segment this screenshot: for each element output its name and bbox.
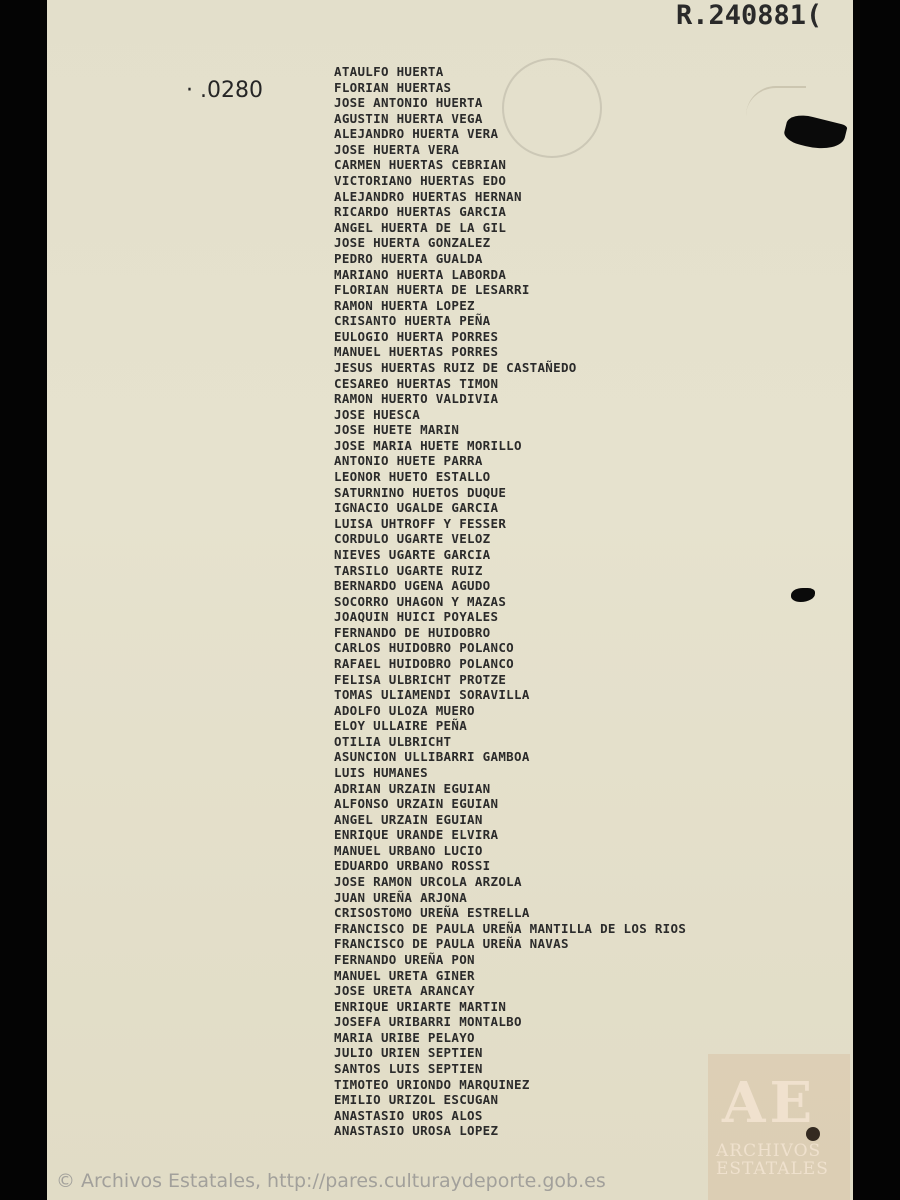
watermark-caption: ARCHIVOS ESTATALES — [716, 1141, 829, 1179]
archive-watermark-logo — [708, 1054, 850, 1200]
name-entry: IGNACIO UGALDE GARCIA — [334, 500, 499, 516]
name-entry: ALFONSO URZAIN EGUIAN — [334, 796, 499, 812]
name-entry: CRISANTO HUERTA PEÑA — [334, 313, 491, 329]
name-entry: FERNANDO UREÑA PON — [334, 951, 475, 967]
name-entry: CESAREO HUERTAS TIMON — [334, 375, 499, 391]
name-entry: LUIS HUMANES — [334, 765, 428, 781]
name-entry: JOSEFA URIBARRI MONTALBO — [334, 1014, 522, 1030]
name-entry: JUAN UREÑA ARJONA — [334, 889, 468, 905]
name-entry: TARSILO UGARTE RUIZ — [334, 562, 483, 578]
name-entry: SATURNINO HUETOS DUQUE — [334, 484, 507, 500]
name-entry: ANASTASIO UROSA LOPEZ — [334, 1123, 499, 1139]
name-entry: CARMEN HUERTAS CEBRIAN — [334, 157, 507, 173]
name-entry: LUISA UHTROFF Y FESSER — [334, 515, 507, 531]
name-entry: ATAULFO HUERTA — [334, 64, 444, 79]
name-entry: PEDRO HUERTA GUALDA — [334, 250, 483, 266]
name-entry: FELISA ULBRICHT PROTZE — [334, 671, 507, 687]
name-entry: MANUEL URETA GINER — [334, 967, 475, 983]
name-entry: ADRIAN URZAIN EGUIAN — [334, 780, 491, 796]
name-entry: JOSE URETA ARANCAY — [334, 983, 475, 999]
name-entry: ADOLFO ULOZA MUERO — [334, 702, 475, 718]
name-entry: FLORIAN HUERTAS — [334, 79, 452, 95]
name-entry: JOSE HUESCA — [334, 406, 421, 422]
name-entry: SOCORRO UHAGON Y MAZAS — [334, 593, 507, 609]
name-entry: RAMON HUERTO VALDIVIA — [334, 391, 499, 407]
name-entry: CARLOS HUIDOBRO POLANCO — [334, 640, 514, 656]
name-entry: ASUNCION ULLIBARRI GAMBOA — [334, 749, 530, 765]
name-entry: JOSE RAMON URCOLA ARZOLA — [334, 874, 522, 890]
name-entry: OTILIA ULBRICHT — [334, 733, 452, 749]
reference-number: R.240881( — [676, 0, 823, 31]
name-entry: JOSE MARIA HUETE MORILLO — [334, 437, 522, 453]
name-entry: RICARDO HUERTAS GARCIA — [334, 204, 507, 220]
name-entry: NIEVES UGARTE GARCIA — [334, 546, 491, 562]
name-entry: FRANCISCO DE PAULA UREÑA MANTILLA DE LOS RIOS — [334, 920, 687, 936]
name-entry: EMILIO URIZOL ESCUGAN — [334, 1092, 499, 1108]
copyright-notice: © Archivos Estatales, http://pares.culturaydeporte.gob.es — [56, 1170, 606, 1192]
name-entry: MARIA URIBE PELAYO — [334, 1029, 475, 1045]
name-entry: CORDULO UGARTE VELOZ — [334, 531, 491, 547]
name-entry: MANUEL HUERTAS PORRES — [334, 344, 499, 360]
name-entry: ANASTASIO UROS ALOS — [334, 1107, 483, 1123]
name-entry: FERNANDO DE HUIDOBRO — [334, 624, 491, 640]
name-entry: MARIANO HUERTA LABORDA — [334, 266, 507, 282]
folio-number: · .0280 — [186, 78, 263, 103]
name-entry: ANGEL HUERTA DE LA GIL — [334, 219, 507, 235]
name-entry: JOAQUIN HUICI POYALES — [334, 609, 499, 625]
name-entry: CRISOSTOMO UREÑA ESTRELLA — [334, 905, 530, 921]
name-entry: JOSE ANTONIO HUERTA — [334, 95, 483, 111]
name-entry: LEONOR HUETO ESTALLO — [334, 469, 491, 485]
name-entry: FLORIAN HUERTA DE LESARRI — [334, 282, 530, 298]
name-entry: EDUARDO URBANO ROSSI — [334, 858, 491, 874]
name-entry: MANUEL URBANO LUCIO — [334, 842, 483, 858]
name-entry: ENRIQUE URANDE ELVIRA — [334, 827, 499, 843]
name-entry: AGUSTIN HUERTA VEGA — [334, 110, 483, 126]
name-entry: JOSE HUETE MARIN — [334, 422, 460, 438]
name-entry: JOSE HUERTA GONZALEZ — [334, 235, 491, 251]
name-entry: ENRIQUE URIARTE MARTIN — [334, 998, 507, 1014]
name-list — [334, 64, 686, 1139]
name-entry: VICTORIANO HUERTAS EDO — [334, 173, 507, 189]
name-entry: FRANCISCO DE PAULA UREÑA NAVAS — [334, 936, 569, 952]
watermark-monogram: AE — [722, 1070, 817, 1136]
name-entry: JESUS HUERTAS RUIZ DE CASTAÑEDO — [334, 359, 577, 375]
name-entry: TOMAS ULIAMENDI SORAVILLA — [334, 687, 530, 703]
name-entry: ANTONIO HUETE PARRA — [334, 453, 483, 469]
name-entry: TIMOTEO URIONDO MARQUINEZ — [334, 1076, 530, 1092]
name-entry: ANGEL URZAIN EGUIAN — [334, 811, 483, 827]
name-entry: RAFAEL HUIDOBRO POLANCO — [334, 655, 514, 671]
name-entry: JULIO URIEN SEPTIEN — [334, 1045, 483, 1061]
name-entry: BERNARDO UGENA AGUDO — [334, 578, 491, 594]
name-entry: ELOY ULLAIRE PEÑA — [334, 718, 468, 734]
name-entry: ALEJANDRO HUERTAS HERNAN — [334, 188, 522, 204]
name-entry: RAMON HUERTA LOPEZ — [334, 297, 475, 313]
name-entry: JOSE HUERTA VERA — [334, 141, 460, 157]
name-entry: SANTOS LUIS SEPTIEN — [334, 1061, 483, 1076]
name-entry: EULOGIO HUERTA PORRES — [334, 328, 499, 344]
name-entry: ALEJANDRO HUERTA VERA — [334, 126, 499, 142]
